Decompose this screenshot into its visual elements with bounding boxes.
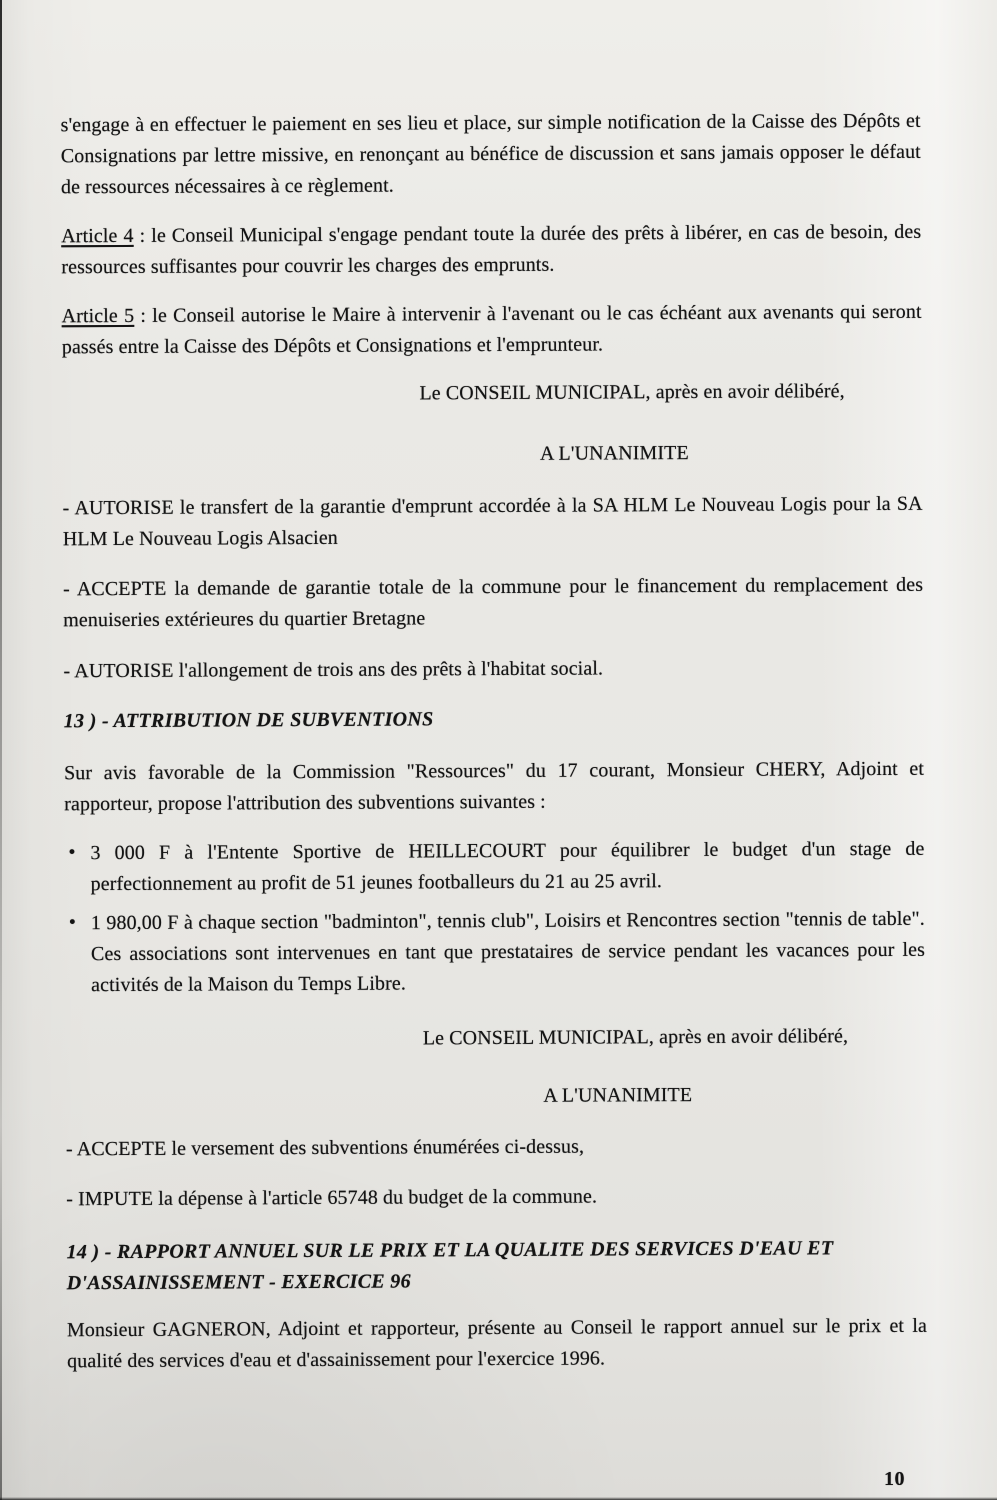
deliberation-1-line: Le CONSEIL MUNICIPAL, après en avoir délibéré, [419, 380, 845, 405]
article-4-paragraph [61, 217, 921, 284]
page-number: 10 [884, 1468, 905, 1490]
intro-paragraph: s'engage à en effectuer le paiement en ses lieu et place, sur simple notification de la Caisse des Dépôts et Consignations par lettre missive, en renonçant au bénéfice de discussion et sans jamais opposer le défaut de ressources nécessaires à ce règlement. [60, 109, 921, 199]
subvention-item-text: 1 980,00 F à chaque section "badminton", tennis club", Loisirs et Rencontres section "tennis de table". Ces associations sont intervenues en tant que prestataires de service pendant les vacances pour les activités de la Maison du Temps Libre. [90, 907, 926, 997]
section-13-intro: Sur avis favorable de la Commission "Ressources" du 17 courant, Monsieur CHERY, Adjoint et rapporteur, propose l'attribution des subventions suivantes : [63, 757, 925, 816]
resolution-autorise-allongement: - AUTORISE l'allongement de trois ans des prêts à l'habitat social. [63, 657, 604, 683]
subvention-list-item [65, 904, 925, 1002]
bullet-icon: • [68, 911, 76, 934]
bullet-icon: • [68, 841, 76, 864]
article-5-text: : le Conseil autorise le Maire à intervenir à l'avenant ou le cas échéant aux avenants qui seront passés entre la Caisse des Dépôts et Consignations et l'emprunteur. [61, 300, 922, 359]
article-5-label: Article 5 [61, 304, 135, 328]
resolution-autorise-transfert: - AUTORISE le transfert de la garantie d'emprunt accordée à la SA HLM Le Nouveau Logis pour la SA HLM Le Nouveau Logis Alsacien [62, 492, 923, 551]
section-14-body: Monsieur GAGNERON, Adjoint et rapporteur, présente au Conseil le rapport annuel sur le prix et la qualité des services d'eau et d'assainissement pour l'exercice 1996. [66, 1314, 928, 1373]
deliberation-2-vote: A L'UNANIMITE [543, 1084, 693, 1107]
subvention-list-item [64, 834, 924, 901]
subvention-item-text: 3 000 F à l'Entente Sportive de HEILLECOURT pour équilibrer le budget d'un stage de perfectionnement au profit de 51 jeunes footballeurs du 21 au 25 avril. [90, 837, 925, 896]
resolution-impute-depense: - IMPUTE la dépense à l'article 65748 du budget de la commune. [66, 1185, 598, 1211]
resolution-accepte-versement: - ACCEPTE le versement des subventions énumérées ci-dessus, [65, 1135, 585, 1161]
deliberation-1-vote: A L'UNANIMITE [539, 442, 689, 465]
article-5-paragraph [62, 297, 922, 364]
section-13-heading: 13 ) - ATTRIBUTION DE SUBVENTIONS [63, 708, 434, 733]
article-4-text: : le Conseil Municipal s'engage pendant toute la durée des prêts à libérer, en cas de besoin, des ressources suffisantes pour couvrir les charges des emprunts. [61, 220, 922, 279]
deliberation-2-line: Le CONSEIL MUNICIPAL, après en avoir délibéré, [422, 1025, 849, 1050]
resolution-accepte-garantie: - ACCEPTE la demande de garantie totale de la commune pour le financement du remplacement des menuiseries extérieures du quartier Bretagne [63, 573, 924, 632]
section-14-heading: 14 ) - RAPPORT ANNUEL SUR LE PRIX ET LA QUALITE DES SERVICES D'EAU ET D'ASSAINISSEMENT - EXERCICE 96 [66, 1237, 834, 1295]
article-4-label: Article 4 [61, 224, 134, 248]
